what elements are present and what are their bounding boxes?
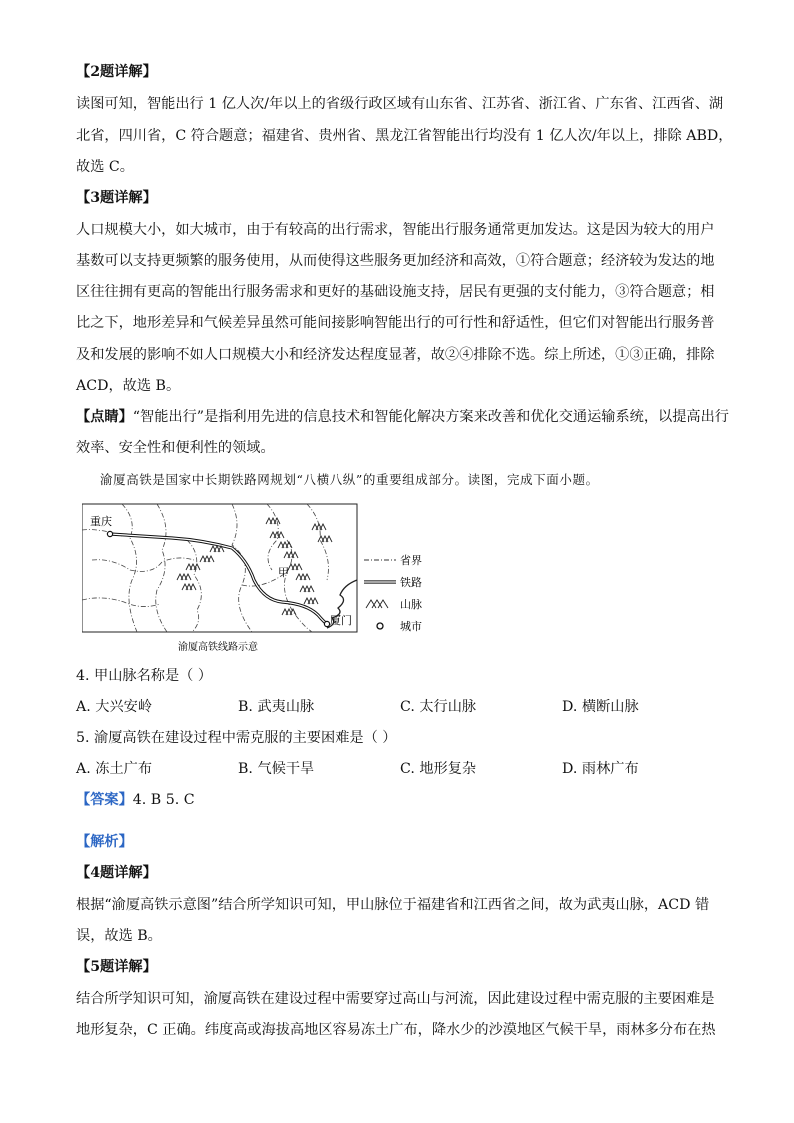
q5-option-b[interactable]: B. 气候干旱 (238, 761, 315, 777)
q4-explain-title: 【4题详解】 (76, 865, 157, 881)
city-xiamen-marker (324, 621, 329, 626)
q4-explain-line-1: 根据“渝厦高铁示意图”结合所学知识可知，甲山脉位于福建省和江西省之间，故为武夷山脉，ACD 错 (76, 897, 710, 913)
legend-mountain-label: 山脉 (400, 598, 422, 611)
q3-line-2: 基数可以支持更频繁的服务使用，从而使得这些服务更加经济和高效，①符合题意；经济较为发达的地 (76, 253, 715, 269)
city-chongqing-marker (107, 531, 112, 536)
q5-explain-title: 【5题详解】 (76, 959, 157, 975)
legend-railway-label: 铁路 (400, 576, 422, 589)
legend-city-label: 城市 (400, 620, 422, 633)
city-chongqing-label: 重庆 (90, 515, 112, 528)
q4-explain-line-2: 误，故选 B。 (76, 928, 162, 944)
q5-explain-line-2: 地形复杂，C 正确。纬度高或海拔高地区容易冻土广布，降水少的沙漠地区气候干旱，雨林多分布在热 (76, 1022, 716, 1038)
q5-stem: 5. 渝厦高铁在建设过程中需克服的主要困难是（ ） (76, 730, 397, 746)
q3-title: 【3题详解】 (76, 190, 157, 206)
map-caption: 渝厦高铁线路示意 (178, 642, 258, 653)
q2-title: 【2题详解】 (76, 64, 157, 80)
q5-explain-line-1: 结合所学知识可知，渝厦高铁在建设过程中需要穿过高山与河流，因此建设过程中需克服的主要困难是 (76, 991, 715, 1007)
legend-mountain-symbol (366, 600, 388, 608)
answer-label: 【答案】 (76, 792, 133, 808)
analysis-label: 【解析】 (76, 834, 133, 850)
q3-line-5: 及和发展的影响不如人口规模大小和经济发达程度显著，故②④排除不选。综上所述，①③正确，排除 (76, 347, 715, 363)
q3-line-3: 区往往拥有更高的智能出行服务需求和更好的基础设施支持，居民有更强的支付能力，③符合题意；相 (76, 284, 715, 300)
q5-option-c[interactable]: C. 地形复杂 (400, 761, 477, 777)
q3-line-4: 比之下，地形差异和气候差异虽然可能间接影响智能出行的可行性和舒适性，但它们对智能出行服务普 (76, 315, 715, 331)
question-intro: 渝厦高铁是国家中长期铁路网规划“八横八纵”的重要组成部分。读图，完成下面小题。 (100, 472, 599, 487)
q3-line-6: ACD，故选 B。 (76, 378, 181, 394)
city-xiamen-label: 厦门 (330, 614, 352, 627)
point-text-1: “智能出行”是指利用先进的信息技术和智能化解决方案来改善和优化交通运输系统，以提高出行 (132, 409, 729, 425)
q2-line-3: 故选 C。 (76, 159, 134, 175)
q3-line-1: 人口规模大小，如大城市，由于有较高的出行需求，智能出行服务通常更加发达。这是因为较大的用户 (76, 222, 715, 238)
q2-line-1: 读图可知，智能出行 1 亿人次/年以上的省级行政区域有山东省、江苏省、浙江省、广东省、江西省、湖 (76, 96, 724, 112)
q4-option-c[interactable]: C. 太行山脉 (400, 699, 477, 715)
q5-option-d[interactable]: D. 雨林广布 (562, 761, 639, 777)
point-label: 【点睛】 (76, 409, 133, 425)
answer-line (76, 790, 195, 810)
q4-option-a[interactable]: A. 大兴安岭 (76, 699, 153, 715)
point-line-2: 效率、安全性和便利性的领域。 (76, 440, 275, 456)
q4-stem: 4. 甲山脉名称是（ ） (76, 668, 213, 684)
q2-line-2: 北省，四川省，C 符合题意；福建省、贵州省、黑龙江省智能出行均没有 1 亿人次/年以上，排除 ABD， (76, 128, 733, 144)
answer-text: 4. B 5. C (132, 792, 195, 808)
legend-border-label: 省界 (400, 554, 422, 567)
q4-option-b[interactable]: B. 武夷山脉 (238, 699, 315, 715)
map-legend (362, 548, 442, 634)
q4-option-d[interactable]: D. 横断山脉 (562, 699, 639, 715)
mountain-jia-label: 甲 (278, 566, 289, 579)
legend-city-symbol (377, 623, 383, 629)
railway-map (82, 500, 362, 656)
q5-option-a[interactable]: A. 冻土广布 (76, 761, 153, 777)
point-line-1 (76, 407, 729, 427)
